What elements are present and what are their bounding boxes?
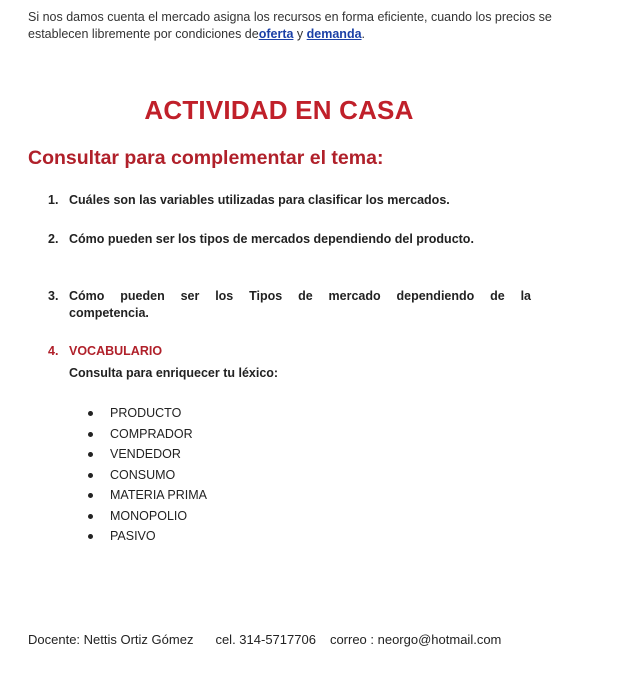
vocabulary-list: [86, 403, 207, 547]
list-item-text: MATERIA PRIMA: [110, 488, 208, 502]
question-3-continuation: competencia.: [69, 306, 149, 320]
list-item-text: CONSUMO: [110, 467, 176, 482]
vocabulary-number: 4.: [48, 344, 59, 358]
list-item-text: PASIVO: [110, 529, 156, 543]
oferta-link[interactable]: oferta: [258, 27, 294, 41]
question-text: Cómo pueden ser los Tipos de mercado dependiendo de la: [69, 289, 531, 303]
list-item-text: MONOPOLIO: [110, 508, 188, 523]
intro-connector: y: [296, 27, 304, 41]
bullet-icon: [88, 534, 93, 539]
bullet-icon: [88, 411, 93, 416]
list-item: [86, 403, 207, 424]
teacher-name: Docente: Nettis Ortiz Gómez: [28, 632, 194, 647]
question-number: 3.: [48, 289, 59, 303]
question-1: [48, 190, 450, 210]
vocabulary-title: VOCABULARIO: [69, 344, 163, 358]
teacher-phone: cel. 314-5717706: [215, 632, 316, 647]
list-item: [86, 465, 207, 486]
question-number: 1.: [48, 193, 59, 207]
bullet-icon: [88, 432, 93, 437]
teacher-email: correo : neorgo@hotmail.com: [329, 632, 502, 647]
vocabulary-subtitle: Consulta para enriquecer tu léxico:: [69, 366, 279, 380]
intro-paragraph: [28, 9, 558, 43]
list-item: [86, 444, 207, 465]
list-item-text: COMPRADOR: [110, 426, 193, 441]
list-item-text: PRODUCTO: [110, 406, 182, 420]
question-text: Cuáles son las variables utilizadas para clasificar los mercados.: [69, 193, 450, 207]
vocabulary-heading: [48, 344, 162, 358]
bullet-icon: [88, 452, 93, 457]
bullet-icon: [88, 493, 93, 498]
list-item-text: VENDEDOR: [110, 447, 181, 461]
bullet-icon: [88, 473, 93, 478]
question-text: Cómo pueden ser los tipos de mercados dependiendo del producto.: [69, 232, 474, 246]
bullet-icon: [88, 514, 93, 519]
footer-contact: [28, 632, 501, 647]
intro-end: .: [361, 27, 366, 41]
list-item: [86, 526, 207, 547]
intro-text: Si nos damos cuenta el mercado asigna los recursos en forma eficiente, cuando los precios se establecen libremente por condiciones de: [28, 10, 552, 41]
list-item: [86, 506, 207, 527]
list-item: [86, 424, 207, 445]
list-item: [86, 485, 207, 506]
demanda-link[interactable]: demanda: [306, 27, 362, 41]
question-number: 2.: [48, 232, 59, 246]
section-subtitle: Consultar para complementar el tema:: [28, 147, 384, 169]
page-title: ACTIVIDAD EN CASA: [144, 95, 414, 125]
question-2: [48, 229, 474, 249]
question-3: [48, 286, 531, 306]
